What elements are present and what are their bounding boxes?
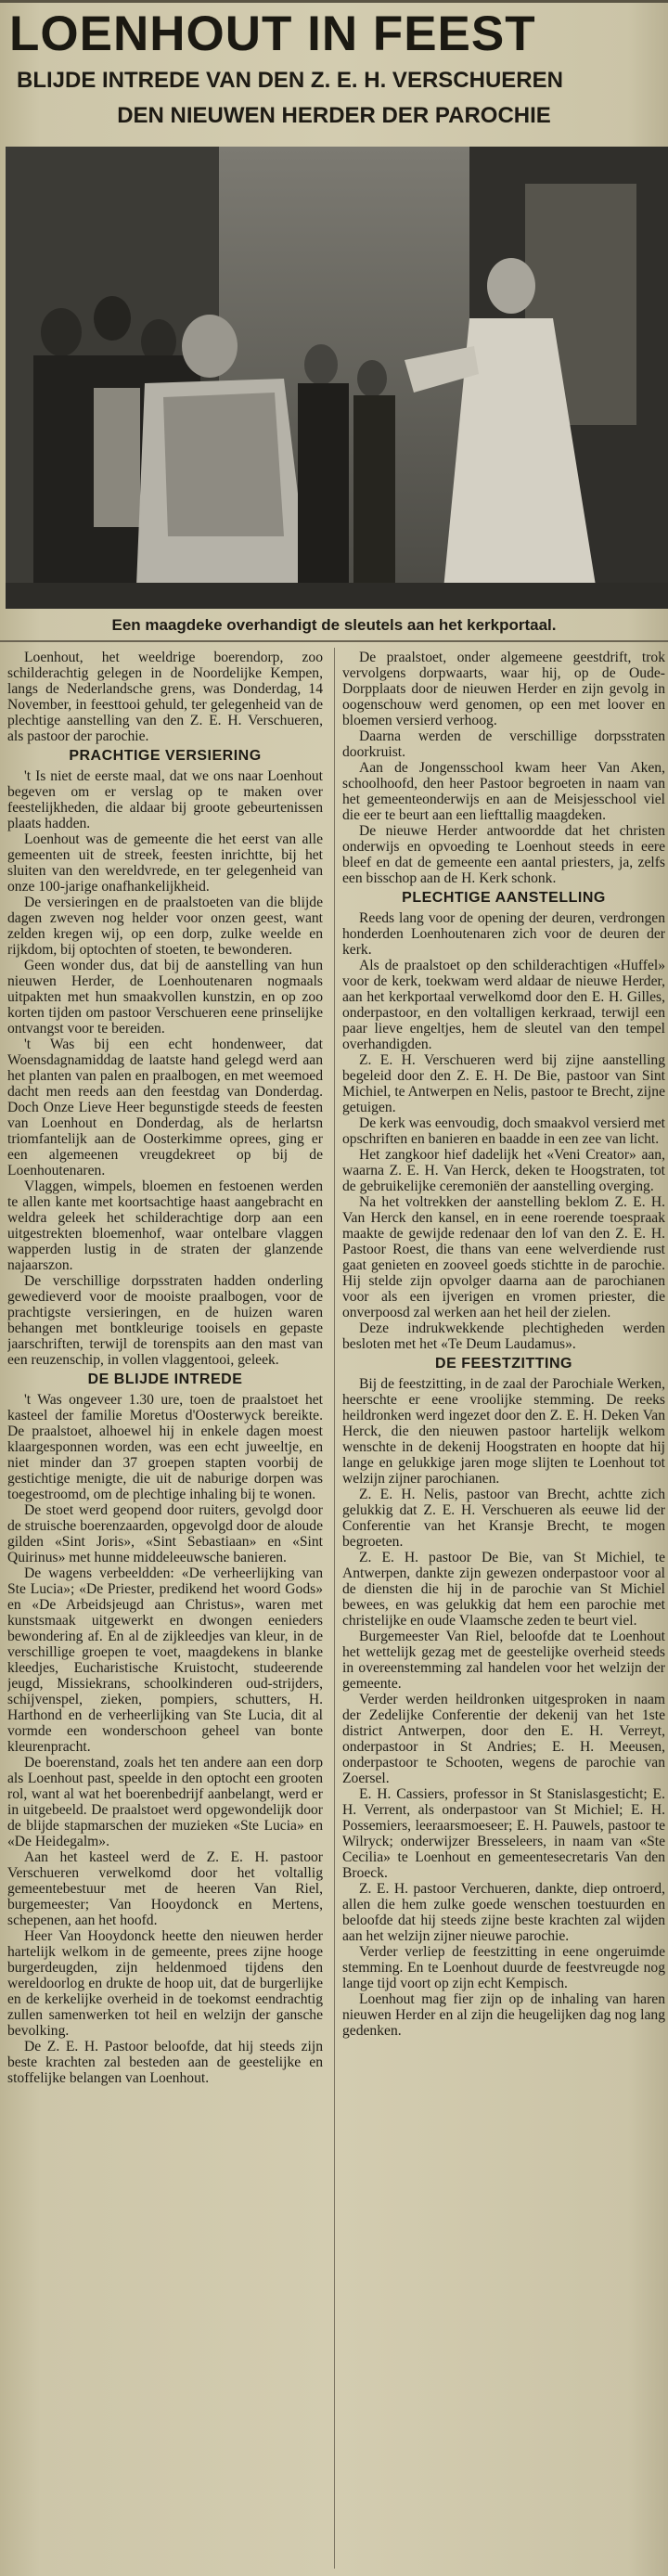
article-paragraph: Als de praalstoet op den schilderachtigen «Huffel» voor de kerk, toekwam werd aldaar de nieuwe Herder, aan het kerkportaal verwelkomd door den E. H. Gilles, onderpastoor, en den voltalligen kerkraad, terwijl een paar lieve engeltjes, hem de sleutel van den tempel overhandigden. (342, 958, 665, 1052)
article-paragraph: Deze indrukwekkende plechtigheden werden besloten met het «Te Deum Laudamus». (342, 1320, 665, 1352)
article-column-left (7, 650, 323, 2570)
top-rule (0, 0, 668, 3)
article-paragraph: Z. E. H. pastoor Verchueren, dankte, diep ontroerd, allen die hem zulke goede wenschen toestuurden en beloofde dat hij steeds zijne beste krachten zal wijden aan het welzijn zijner nieuwe parochie. (342, 1881, 665, 1944)
section-heading: DE FEESTZITTING (435, 1356, 572, 1372)
article-paragraph: E. H. Cassiers, professor in St Stanislasgesticht; E. H. Verrent, als onderpastoor van St Michiel; E. H. Possemiers, leeraarsmoeseer; E. H. Pauwels, pastoor te Wilryck; onderwijzer Bresseleers, in naam van «Ste Cecilia» te Loenhout en gemeentesecretaris Van den Broeck. (342, 1786, 665, 1881)
article-paragraph: De stoet werd geopend door ruiters, gevolgd door de struische boerenzaarden, opgevolgd door de aloude gilden «Sint Joris», «Sint Sebastiaan» en «Sint Quirinus» met hunne middeleeuwsche banieren. (7, 1502, 323, 1565)
subheadline-2: DEN NIEUWEN HERDER DER PAROCHIE (117, 103, 551, 128)
article-paragraph: De versieringen en de praalstoeten van die blijde dagen zweven nog helder voor onzen geest, want zelden kregen wij, op een dorp, zulke weelde en rijkdom, bij optochten of stoeten, te bewonderen. (7, 895, 323, 958)
article-paragraph: Z. E. H. Verschueren werd bij zijne aanstelling begeleid door den Z. E. H. De Bie, pastoor van Sint Michiel, te Antwerpen en Nelis, pastoor te Brecht, zijne getuigen. (342, 1052, 665, 1115)
article-paragraph: Loenhout mag fier zijn op de inhaling van haren nieuwen Herder en al zijn die heugelijken dag nog lang gedenken. (342, 1991, 665, 2039)
article-paragraph: De praalstoet, onder algemeene geestdrift, trok vervolgens dorpwaarts, waar hij, op de Oude-Dorpplaats door de nieuwen Herder en zijn gevolg in oogenschouw werd genomen, op een met loover en bloemen versierd verhoog. (342, 650, 665, 728)
procession-photo-image (6, 147, 668, 609)
article-paragraph: Geen wonder dus, dat bij de aanstelling van hun nieuwen Herder, de Loenhoutenaren nogmaals uitpakten met hun smaakvollen kunstzin, en op zoo korten tijden om pastoor Verschueren eene prinselijke ontvangst voor te bereiden. (7, 958, 323, 1037)
article-paragraph: Na het voltrekken der aanstelling beklom Z. E. H. Van Herck den kansel, en in eene roerende toespraak maakte de gewijde redenaar den lof van den Z. E. H. Pastoor Roest, die thans van eene welverdiende rust gaat genieten en zooveel goeds stichtte in de parochie. Hij stelde zijn opvolger daarna aan de parochianen voor als een ijverigen en vromen priester, die onverpoosd zal werken aan het heil der zielen. (342, 1194, 665, 1320)
article-column-right (342, 650, 665, 2570)
article-paragraph: De wagens verbeeldden: «De verheerlijking van Ste Lucia»; «De Priester, predikend het woord Gods» en «De Arbeidsjeugd aan Christus», waren met kunstsmaak uitgewerkt en dwongen eenieders bewondering af. En al de zijkleedjes van kleur, in de verschillige groepen te voet, maagdekens in blanke kleedjes, Eucharistische Kruistocht, studeerende jeugd, Missiekrans, schoolkinderen oud-strijders, schijvenspel, zieken, pompiers, schutters, H. Harthond en de verheerlijking van Ste Lucia, dit al vormde een wonderschoon geheel van bonte kleurenpracht. (7, 1565, 323, 1755)
section-heading: PRACHTIGE VERSIERING (69, 748, 262, 764)
article-paragraph: 't Was ongeveer 1.30 ure, toen de praalstoet het kasteel der familie Moretus d'Oosterwyck bereikte. De praalstoet, alhoewel hij in enkele dagen moest klaargesponnen worden, was een echt juweeltje, en niet minder dan 37 groepen stapten voorbij de gestichtige menigte, die uit de naburige dorpen was toegestroomd, om de plechtige inhaling bij te wonen. (7, 1392, 323, 1502)
section-heading: DE BLIJDE INTREDE (87, 1372, 243, 1387)
photo-caption: Een maagdeke overhandigt de sleutels aan het kerkportaal. (111, 616, 557, 634)
article-paragraph: Burgemeester Van Riel, beloofde dat te Loenhout het wettelijk gezag met de geestelijke overheid steeds in overeenstemming zal handelen voor het welzijn der gemeente. (342, 1629, 665, 1692)
article-paragraph: Z. E. H. pastoor De Bie, van St Michiel, te Antwerpen, dankte zijn gewezen onderpastoor voor al de diensten die hij in de parochie van St Michiel bewees, en was gelukkig dat hem een parochie met christelijke en oude Vlaamsche zeden te beurt viel. (342, 1550, 665, 1629)
article-paragraph: De kerk was eenvoudig, doch smaakvol versierd met opschriften en banieren en baadde in een zee van licht. (342, 1115, 665, 1147)
article-paragraph: Heer Van Hooydonck heette den nieuwen herder hartelijk welkom in de gemeente, prees zijne hooge burgerdeugden, zijn heldenmoed tijdens den wereldoorlog en drukte de hoop uit, dat de burgerlijke en de kerkelijke overheid in de toekomst eendrachtig zullen samenwerken tot heil en welzijn der gansche bevolking. (7, 1928, 323, 2039)
article-paragraph: Reeds lang voor de opening der deuren, verdrongen honderden Loenhoutenaren zich voor de deuren der kerk. (342, 910, 665, 958)
article-paragraph: De nieuwe Herder antwoordde dat het christen onderwijs en opvoeding te Loenhout steeds in eere bleef en dat de gemeente een aantal priesters, ja, zelfs een bisschop aan de H. Kerk schonk. (342, 823, 665, 886)
article-paragraph: De Z. E. H. Pastoor beloofde, dat hij steeds zijn beste krachten zal besteden aan de geestelijke en stoffelijke belangen van Loenhout. (7, 2039, 323, 2086)
news-photo (6, 147, 668, 609)
article-paragraph: Daarna werden de verschillige dorpsstraten doorkruist. (342, 728, 665, 760)
article-paragraph: 't Is niet de eerste maal, dat we ons naar Loenhout begeven om er verslag op te maken over feestelijkheden, die aldaar bij groote gebeurtenissen plaats hadden. (7, 768, 323, 831)
article-paragraph: De boerenstand, zoals het ten andere aan een dorp als Loenhout past, speelde in den optocht een grooten rol, want al wat het boerenbedrijf aanbelangt, werd er in uitgebeeld. De praalstoet werd opgewondelijk door de blijde stapmarschen der muzieken «Ste Lucia» en «De Heidegalm». (7, 1755, 323, 1849)
article-paragraph: De verschillige dorpsstraten hadden onderling gewedieverd voor de mooiste praalbogen, voor de prachtigste versieringen, en de huizen waren behangen met bontkleurige tooisels en gepaste jaarschriften, terwijl de torenspits aan den mast van een reuzenschip, in vollen vlaggentooi, geleek. (7, 1273, 323, 1368)
article-paragraph: Het zangkoor hief dadelijk het «Veni Creator» aan, waarna Z. E. H. Van Herck, deken te Hoogstraten, tot de gebruikelijke ceremoniën der aanstelling overging. (342, 1147, 665, 1194)
article-paragraph: Aan het kasteel werd de Z. E. H. pastoor Verschueren verwelkomd door het voltallig gemeentebestuur met de heeren Van Riel, burgemeester; Van Hooydonck en Mertens, schepenen, aan het hoofd. (7, 1849, 323, 1928)
caption-rule (0, 640, 668, 642)
subheadline-1: BLIJDE INTREDE VAN DEN Z. E. H. VERSCHUEREN (17, 68, 563, 93)
article-paragraph: Loenhout, het weeldrige boerendorp, zoo schilderachtig gelegen in de Noordelijke Kempen, langs de Nederlandsche grens, was Donderdag, 14 November, in feesttooi gehuld, ter gelegenheid van de plechtige aanstelling van den Z. E. H. Verschueren, als pastoor der parochie. (7, 650, 323, 744)
article-paragraph: Vlaggen, wimpels, bloemen en festoenen werden te allen kante met koortsachtige haast aangebracht en weldra geleek het schilderachtige dorp aan een uitgestrekten bloemenhof, waar ontelbare vlaggen wapperden lustig in de straten der glanzende najaarszon. (7, 1179, 323, 1273)
article-paragraph: Z. E. H. Nelis, pastoor van Brecht, achtte zich gelukkig dat Z. E. H. Verschueren als eeuwe lid der Conferentie van het Kransje Brecht, te mogen begroeten. (342, 1487, 665, 1550)
section-heading: PLECHTIGE AANSTELLING (402, 890, 606, 906)
article-paragraph: Verder verliep de feestzitting in eene ongeruimde stemming. En te Loenhout duurde de feestvreugde nog lange tijd voort op zijn echt Kempisch. (342, 1944, 665, 1991)
article-paragraph: Verder werden heildronken uitgesproken in naam der Zedelijke Conferentie der dekenij van het 1ste district Antwerpen, door den E. H. Verreyt, onderpastoor in St Andries; E. H. Meeusen, onderpastoor te Schooten, wegens de parochie van Zoersel. (342, 1692, 665, 1786)
article-paragraph: Aan de Jongensschool kwam heer Van Aken, schoolhoofd, den heer Pastoor begroeten in naam van het gemeenteonderwijs en aan de Meisjesschool viel die eer te beurt aan een liefttallig maagdeken. (342, 760, 665, 823)
article-paragraph: Loenhout was de gemeente die het eerst van alle gemeenten uit de streek, feesten inrichtte, bij het sluiten van den wereldvrede, en ter gelegenheid van onze 100-jarige onafhankelijkheid. (7, 831, 323, 895)
column-divider (334, 648, 335, 2569)
article-paragraph: 't Was bij een echt hondenweer, dat Woensdagnamiddag de laatste hand gelegd werd aan het planten van palen en praalbogen, en met weemoed dacht men reeds aan den feestdag van Donderdag. Doch Onze Lieve Heer begunstigde steeds de feesten van Loenhout en Donderdag, als de herlartsn triomfantelijk aan de Oosterkimme oprees, ging er een algemeenen vreugdekreet op bij de Loenhoutenaren. (7, 1037, 323, 1179)
headline: LOENHOUT IN FEEST (9, 6, 536, 61)
article-paragraph: Bij de feestzitting, in de zaal der Parochiale Werken, heerschte er eene vroolijke stemming. De reeks heildronken werd ingezet door den Z. E. H. Deken Van Herck, die den nieuwen pastoor hartelijk welkom wenschte in de dekenij Hoogstraten en hoopte dat hij lange en gelukkige jaren moge slijten te Loenhout tot welzijn zijner parochianen. (342, 1376, 665, 1487)
